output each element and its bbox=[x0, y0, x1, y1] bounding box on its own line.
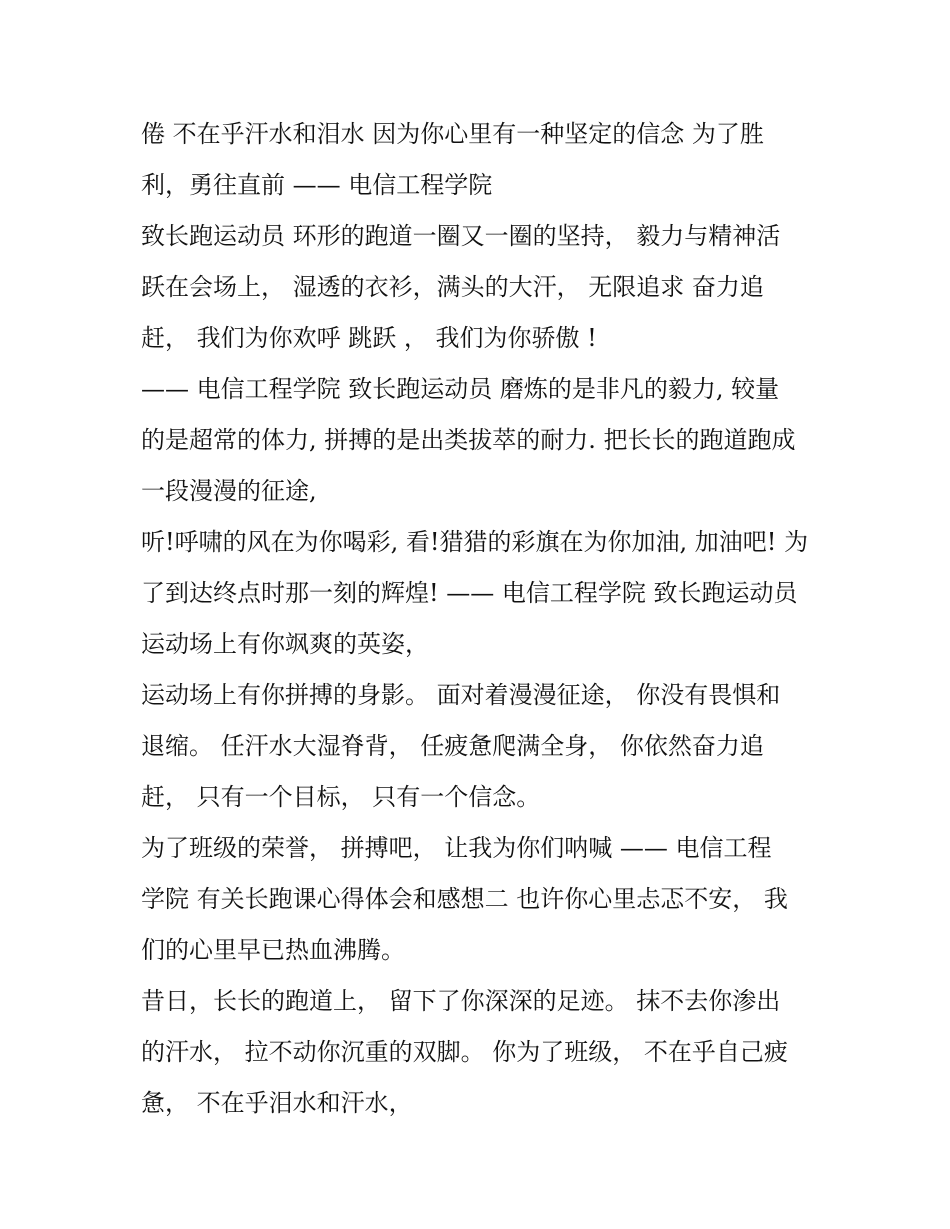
text-line: 学院 有关长跑课心得体会和感想二 也许你心里忐忑不安， 我 bbox=[141, 885, 788, 913]
text-line: 听!呼啸的风在为你喝彩, 看!猎猎的彩旗在为你加油, 加油吧! 为 bbox=[141, 528, 809, 556]
text-line: 的是超常的体力, 拼搏的是出类拔萃的耐力. 把长长的跑道跑成 bbox=[141, 426, 796, 454]
text-line: 运动场上有你飒爽的英姿， bbox=[141, 630, 429, 658]
text-line: 的汗水， 拉不动你沉重的双脚。 你为了班级， 不在乎自己疲 bbox=[141, 1038, 788, 1066]
body-text bbox=[141, 109, 813, 1129]
text-line: 惫， 不在乎泪水和汗水， bbox=[141, 1089, 413, 1117]
text-line: 倦 不在乎汗水和泪水 因为你心里有一种坚定的信念 为了胜 bbox=[141, 120, 764, 148]
text-line: 退缩。 任汗水大湿脊背， 任疲惫爬满全身， 你依然奋力追 bbox=[141, 732, 764, 760]
text-line: —— 电信工程学院 致长跑运动员 磨炼的是非凡的毅力, 较量 bbox=[141, 375, 780, 403]
text-line: 们的心里早已热血沸腾。 bbox=[141, 936, 405, 964]
text-line: 了到达终点时那一刻的辉煌! —— 电信工程学院 致长跑运动员 bbox=[141, 579, 798, 607]
text-line: 为了班级的荣誉， 拼搏吧， 让我为你们呐喊 —— 电信工程 bbox=[141, 834, 772, 862]
text-line: 利，勇往直前 —— 电信工程学院 bbox=[141, 171, 493, 199]
text-line: 昔日，长长的跑道上， 留下了你深深的足迹。 抹不去你渗出 bbox=[141, 987, 781, 1015]
text-line: 赶， 我们为你欢呼 跳跃 ， 我们为你骄傲 ! bbox=[141, 324, 597, 352]
text-line: 跃在会场上， 湿透的衣衫，满头的大汗， 无限追求 奋力追 bbox=[141, 273, 764, 301]
text-line: 运动场上有你拼搏的身影。 面对着漫漫征途， 你没有畏惧和 bbox=[141, 681, 781, 709]
text-line: 一段漫漫的征途, bbox=[141, 477, 317, 505]
text-line: 赶， 只有一个目标， 只有一个信念。 bbox=[141, 783, 541, 811]
text-line: 致长跑运动员 环形的跑道一圈又一圈的坚持， 毅力与精神活 bbox=[141, 222, 781, 250]
